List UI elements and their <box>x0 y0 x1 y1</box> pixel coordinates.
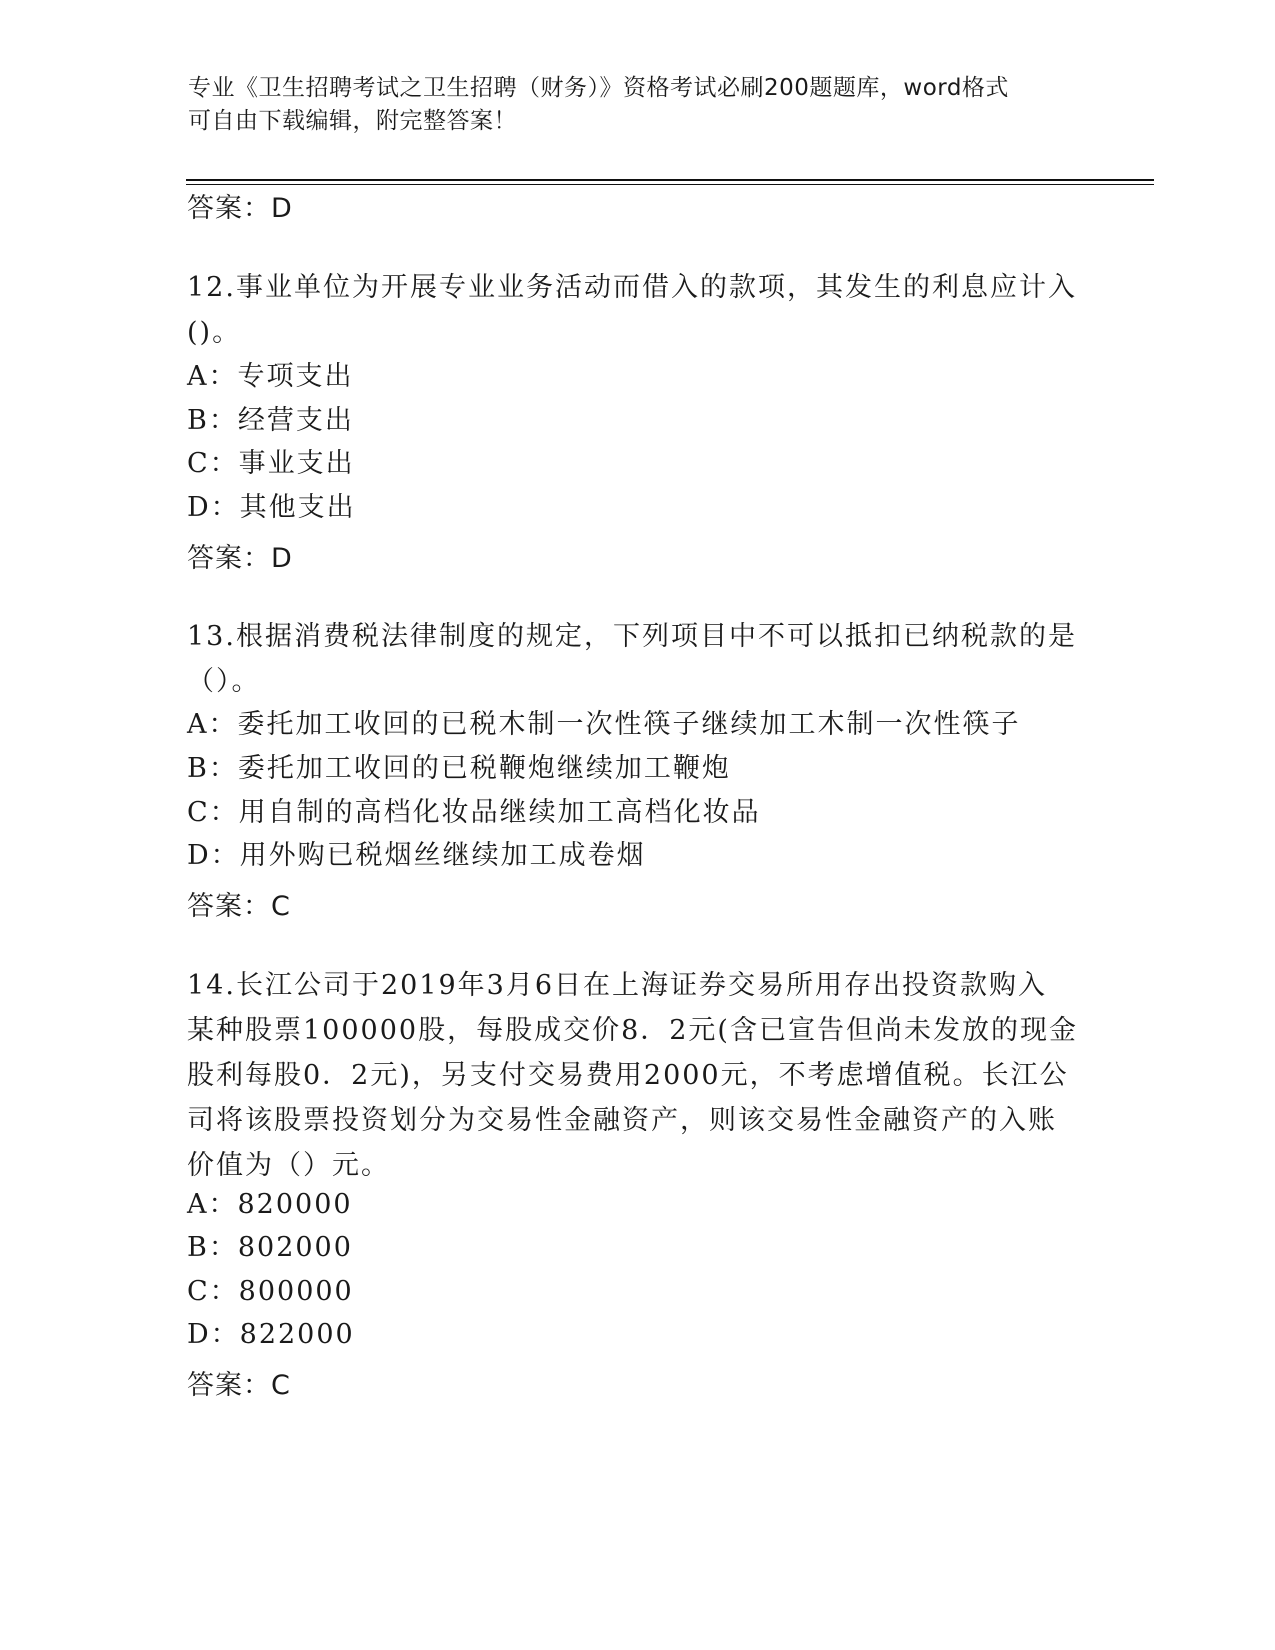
header-line-1: 专业《卫生招聘考试之卫生招聘（财务）》资格考试必刷200题题库，word格式 <box>188 75 1009 101</box>
document-header <box>188 72 1088 138</box>
question-14-line: 某种股票100000股，每股成交价8．2元(含已宣告但尚未发放的现金 <box>187 1015 1078 1046</box>
question-14-line: 价值为（）元。 <box>187 1150 390 1181</box>
question-13 <box>187 614 1087 704</box>
question-14-line: 司将该股票投资划分为交易性金融资产，则该交易性金融资产的入账 <box>187 1105 1057 1136</box>
question-13-line: （）。 <box>187 666 261 697</box>
question-12 <box>187 265 1087 355</box>
question-14-option-a: A：820000 <box>187 1189 353 1220</box>
header-line-2: 可自由下载编辑，附完整答案！ <box>188 108 517 134</box>
header-divider-thin <box>186 184 1154 185</box>
question-14-line: 14.长江公司于2019年3月6日在上海证券交易所用存出投资款购入 <box>187 970 1048 1001</box>
question-14-option-d: D：822000 <box>187 1319 355 1350</box>
question-12-line: 12.事业单位为开展专业业务活动而借入的款项，其发生的利息应计入 <box>187 272 1077 303</box>
question-12-option-b: B：经营支出 <box>187 405 354 436</box>
question-13-option-d: D：用外购已税烟丝继续加工成卷烟 <box>187 840 646 871</box>
question-14-option-c: C：800000 <box>187 1276 354 1307</box>
question-13-option-b: B：委托加工收回的已税鞭炮继续加工鞭炮 <box>187 753 731 784</box>
question-12-line: ()。 <box>187 317 242 348</box>
question-13-option-c: C：用自制的高档化妆品继续加工高档化妆品 <box>187 797 761 828</box>
question-14 <box>187 963 1087 1188</box>
question-12-option-d: D：其他支出 <box>187 492 356 523</box>
question-13-option-a: A：委托加工收回的已税木制一次性筷子继续加工木制一次性筷子 <box>187 709 1021 740</box>
question-12-answer: 答案：D <box>187 543 293 574</box>
answer-previous: 答案：D <box>187 193 293 224</box>
question-14-answer: 答案：C <box>187 1370 291 1401</box>
question-12-option-c: C：事业支出 <box>187 448 355 479</box>
question-14-line: 股利每股0．2元)，另支付交易费用2000元，不考虑增值税。长江公 <box>187 1060 1069 1091</box>
question-14-option-b: B：802000 <box>187 1232 353 1263</box>
question-12-option-a: A：专项支出 <box>187 361 354 392</box>
header-divider-thick <box>186 179 1154 181</box>
question-13-answer: 答案：C <box>187 891 291 922</box>
question-13-line: 13.根据消费税法律制度的规定，下列项目中不可以抵扣已纳税款的是 <box>187 621 1077 652</box>
